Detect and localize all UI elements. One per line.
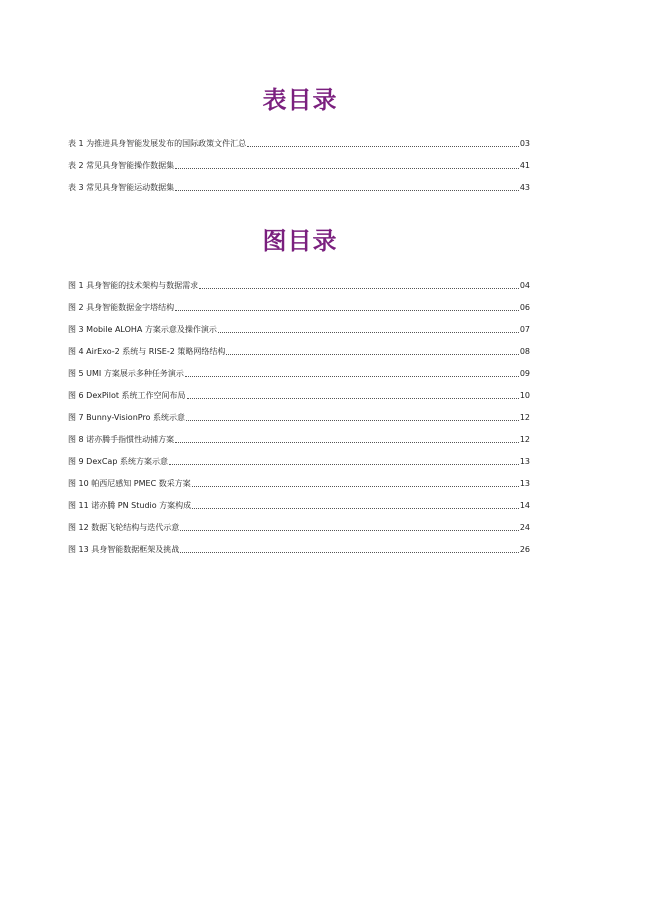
dot-leader <box>175 168 519 169</box>
figure-list-entry[interactable] <box>68 424 530 446</box>
toc-entry-label: 图 2 具身智能数据金字塔结构 <box>68 303 175 312</box>
toc-entry-label: 图 6 DexPilot 系统工作空间布局 <box>68 391 186 400</box>
dot-leader <box>175 310 519 311</box>
toc-entry-page-number: 12 <box>519 413 530 422</box>
figure-list-entry[interactable] <box>68 358 530 380</box>
figure-list-entry[interactable] <box>68 270 530 292</box>
toc-entry-label: 图 1 具身智能的技术架构与数据需求 <box>68 281 199 290</box>
toc-entry-page-number: 43 <box>519 183 530 192</box>
dot-leader <box>187 398 519 399</box>
dot-leader <box>185 376 519 377</box>
toc-entry-page-number: 41 <box>519 161 530 170</box>
figure-list-entry[interactable] <box>68 292 530 314</box>
figure-list-entry[interactable] <box>68 402 530 424</box>
toc-entry-label: 表 2 常见具身智能操作数据集 <box>68 161 175 170</box>
dot-leader <box>192 486 519 487</box>
table-of-figures-list <box>68 270 530 556</box>
toc-entry-page-number: 07 <box>519 325 530 334</box>
toc-entry-label: 图 9 DexCap 系统方案示意 <box>68 457 168 466</box>
dot-leader <box>186 420 519 421</box>
toc-entry-page-number: 04 <box>519 281 530 290</box>
dot-leader <box>180 552 519 553</box>
toc-entry-label: 图 3 Mobile ALOHA 方案示意及操作演示 <box>68 325 217 334</box>
toc-entry-label: 图 5 UMI 方案展示多种任务演示 <box>68 369 184 378</box>
figure-list-entry[interactable] <box>68 512 530 534</box>
toc-entry-page-number: 08 <box>519 347 530 356</box>
figure-list-entry[interactable] <box>68 336 530 358</box>
toc-entry-label: 图 12 数据飞轮结构与迭代示意 <box>68 523 180 532</box>
toc-entry-label: 图 13 具身智能数据框架及挑战 <box>68 545 180 554</box>
table-of-tables-list <box>68 128 530 194</box>
toc-entry-page-number: 12 <box>519 435 530 444</box>
dot-leader <box>247 146 519 147</box>
table-list-entry[interactable] <box>68 128 530 150</box>
figure-list-entry[interactable] <box>68 534 530 556</box>
toc-entry-page-number: 09 <box>519 369 530 378</box>
table-list-entry[interactable] <box>68 172 530 194</box>
toc-entry-page-number: 13 <box>519 479 530 488</box>
toc-entry-page-number: 10 <box>519 391 530 400</box>
table-of-tables-heading: 表目录 <box>262 86 338 114</box>
figure-list-entry[interactable] <box>68 380 530 402</box>
figure-list-entry[interactable] <box>68 314 530 336</box>
dot-leader <box>199 288 519 289</box>
figure-list-entry[interactable] <box>68 468 530 490</box>
figure-list-entry[interactable] <box>68 490 530 512</box>
toc-entry-page-number: 06 <box>519 303 530 312</box>
toc-entry-label: 图 8 诺亦腾手指惯性动捕方案 <box>68 435 175 444</box>
table-of-figures-heading: 图目录 <box>262 227 338 255</box>
dot-leader <box>226 354 518 355</box>
dot-leader <box>175 190 519 191</box>
toc-entry-label: 图 7 Bunny-VisionPro 系统示意 <box>68 413 185 422</box>
toc-entry-label: 表 3 常见具身智能运动数据集 <box>68 183 175 192</box>
figure-list-entry[interactable] <box>68 446 530 468</box>
dot-leader <box>218 332 519 333</box>
toc-entry-page-number: 26 <box>519 545 530 554</box>
toc-entry-page-number: 13 <box>519 457 530 466</box>
toc-entry-page-number: 03 <box>519 139 530 148</box>
dot-leader <box>180 530 519 531</box>
toc-entry-label: 图 4 AirExo-2 系统与 RISE-2 策略网络结构 <box>68 347 226 356</box>
dot-leader <box>175 442 519 443</box>
toc-entry-label: 图 11 诺亦腾 PN Studio 方案构成 <box>68 501 192 510</box>
dot-leader <box>169 464 519 465</box>
table-list-entry[interactable] <box>68 150 530 172</box>
toc-entry-label: 图 10 帕西尼感知 PMEC 数采方案 <box>68 479 191 488</box>
dot-leader <box>192 508 519 509</box>
toc-entry-label: 表 1 为推进具身智能发展发布的国际政策文件汇总 <box>68 139 247 148</box>
toc-entry-page-number: 24 <box>519 523 530 532</box>
toc-entry-page-number: 14 <box>519 501 530 510</box>
